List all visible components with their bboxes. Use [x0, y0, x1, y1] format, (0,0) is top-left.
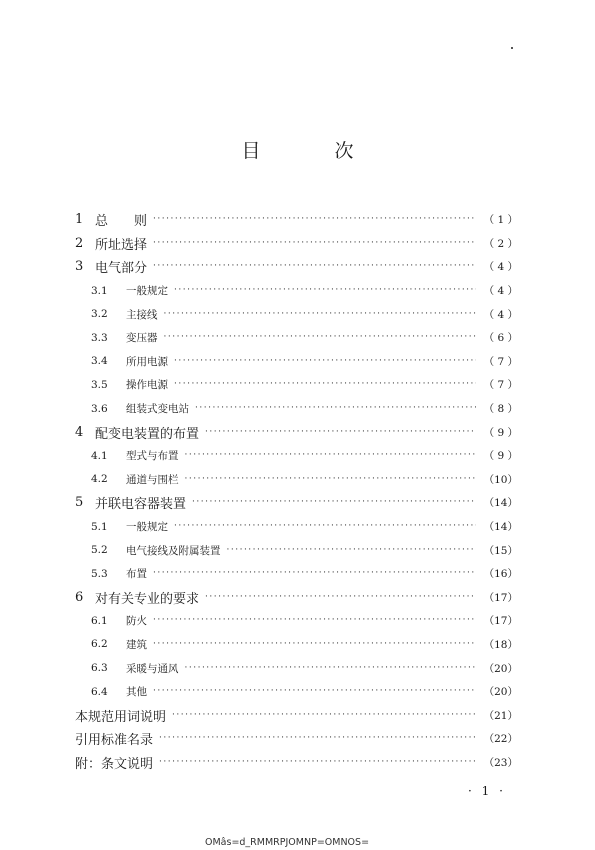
toc-entry-page: （15） — [483, 544, 518, 557]
toc-entry-number: 6.1 — [91, 614, 108, 627]
toc-entry-label: 电气部分 — [95, 261, 148, 277]
toc-entry-label: 通道与围栏 — [126, 473, 179, 486]
toc-entry[interactable] — [75, 326, 518, 350]
toc-entry[interactable] — [75, 586, 518, 610]
toc-entry-number: 3.6 — [91, 402, 108, 415]
dot-leader — [195, 397, 476, 420]
toc-entry-number: 6.2 — [91, 638, 108, 651]
toc-entry-number: 4 — [75, 424, 84, 440]
toc-entry[interactable] — [75, 491, 518, 515]
dot-leader — [174, 350, 476, 373]
toc-entry-page: （ 6 ） — [483, 332, 518, 345]
toc-entry-label: 对有关专业的要求 — [95, 591, 200, 607]
toc-entry[interactable] — [75, 373, 518, 397]
toc-entry-page: （20） — [483, 686, 518, 699]
toc-entry-number: 5.1 — [91, 520, 108, 533]
toc-entry[interactable] — [75, 609, 518, 633]
toc-entry-page: （10） — [483, 473, 518, 486]
dot-leader — [153, 232, 476, 255]
toc-entry[interactable] — [75, 515, 518, 539]
toc-entry-page: （17） — [483, 591, 518, 604]
toc-entry[interactable] — [75, 751, 518, 775]
dot-leader — [164, 303, 477, 326]
toc-entry-label: 总 则 — [95, 214, 148, 230]
dot-leader — [153, 633, 476, 656]
dot-leader — [164, 326, 477, 349]
toc-entry-page: （16） — [483, 568, 518, 581]
toc-entry-page: （ 4 ） — [483, 285, 518, 298]
toc-entry-page: （21） — [483, 709, 518, 722]
toc-entry[interactable] — [75, 279, 518, 303]
dot-leader — [185, 468, 477, 491]
toc-entry[interactable] — [75, 350, 518, 374]
toc-entry-label: 防火 — [126, 615, 147, 628]
toc-entry[interactable] — [75, 232, 518, 256]
toc-entry-page: （ 2 ） — [483, 237, 518, 250]
dot-leader — [153, 255, 476, 278]
toc-entry-page: （18） — [483, 638, 518, 651]
toc-entry[interactable] — [75, 656, 518, 680]
toc-entry-page: （ 4 ） — [483, 308, 518, 321]
dot-leader — [192, 491, 476, 514]
dot-leader — [159, 751, 476, 774]
toc-entry-label: 所址选择 — [95, 237, 148, 253]
toc-entry-number: 5.3 — [91, 567, 108, 580]
toc-entry-page: （20） — [483, 662, 518, 675]
toc-entry-page: （ 8 ） — [483, 403, 518, 416]
dot-leader — [174, 373, 476, 396]
dot-leader — [185, 657, 477, 680]
toc-entry[interactable] — [75, 727, 518, 751]
toc-entry[interactable] — [75, 444, 518, 468]
toc-entry-number: 5.2 — [91, 544, 108, 557]
toc-entry-label: 电气接线及附属装置 — [126, 544, 221, 557]
toc-entry[interactable] — [75, 703, 518, 727]
dot-leader — [227, 539, 477, 562]
toc-entry-page: （23） — [483, 756, 518, 769]
toc-entry-page: （ 4 ） — [483, 261, 518, 274]
toc-entry-page: （ 7 ） — [483, 355, 518, 368]
toc-entry-page: （ 7 ） — [483, 379, 518, 392]
toc-entry-number: 3.1 — [91, 284, 108, 297]
toc-entry[interactable] — [75, 397, 518, 421]
toc-entry-number: 3.4 — [91, 355, 108, 368]
toc-entry[interactable] — [75, 538, 518, 562]
toc-entry-label: 一般规定 — [126, 285, 168, 298]
page-title: 目 次 — [241, 140, 388, 162]
toc-entry[interactable] — [75, 208, 518, 232]
dot-leader — [185, 444, 477, 467]
toc-entry[interactable] — [75, 633, 518, 657]
toc-entry-page: （14） — [483, 497, 518, 510]
dot-leader — [153, 562, 476, 585]
toc-entry[interactable] — [75, 562, 518, 586]
scan-speck — [511, 47, 513, 49]
dot-leader — [174, 515, 476, 538]
dot-leader — [205, 421, 476, 444]
toc-entry[interactable] — [75, 302, 518, 326]
footer-code: OMâs=d_RMMRPJOMNP=OMNOS= — [205, 837, 370, 848]
toc-entry-number: 3.2 — [91, 308, 108, 321]
toc-entry-label: 布置 — [126, 568, 147, 581]
toc-entry-label: 并联电容器装置 — [95, 497, 187, 513]
toc-entry-number: 4.1 — [91, 449, 108, 462]
toc-entry-label: 变压器 — [126, 332, 158, 345]
dot-leader — [153, 609, 476, 632]
dot-leader — [172, 704, 476, 727]
dot-leader — [174, 279, 476, 302]
toc-entry-label: 其他 — [126, 686, 147, 699]
toc-entry-label: 一般规定 — [126, 521, 168, 534]
toc-entry[interactable] — [75, 420, 518, 444]
toc-entry[interactable] — [75, 255, 518, 279]
toc-entry-label: 附：条文说明 — [75, 756, 154, 772]
toc-entry-label: 所用电源 — [126, 355, 168, 368]
toc-entry-number: 6.3 — [91, 662, 108, 675]
toc-entry-label: 型式与布置 — [126, 450, 179, 463]
toc-entry-number: 2 — [75, 235, 84, 251]
table-of-contents — [75, 208, 518, 774]
toc-entry[interactable] — [75, 680, 518, 704]
toc-entry-label: 建筑 — [126, 638, 147, 651]
toc-entry-label: 主接线 — [126, 308, 158, 321]
dot-leader — [159, 727, 476, 750]
toc-entry-number: 4.2 — [91, 473, 108, 486]
toc-entry-page: （22） — [483, 733, 518, 746]
toc-entry-page: （ 9 ） — [483, 450, 518, 463]
toc-entry-label: 组装式变电站 — [126, 403, 189, 416]
toc-entry-number: 3.3 — [91, 331, 108, 344]
dot-leader — [205, 586, 476, 609]
toc-entry-number: 6 — [75, 589, 84, 605]
toc-entry-number: 6.4 — [91, 685, 108, 698]
toc-entry-page: （17） — [483, 615, 518, 628]
toc-entry-page: （ 9 ） — [483, 426, 518, 439]
toc-entry-label: 配变电装置的布置 — [95, 426, 200, 442]
dot-leader — [153, 208, 476, 231]
dot-leader — [153, 680, 476, 703]
toc-entry-label: 操作电源 — [126, 379, 168, 392]
toc-entry-label: 引用标准名录 — [75, 733, 154, 749]
toc-entry-label: 采暖与通风 — [126, 662, 179, 675]
page-number: · 1 · — [468, 784, 506, 798]
toc-entry-number: 3.5 — [91, 378, 108, 391]
toc-entry-page: （14） — [483, 521, 518, 534]
toc-entry-number: 1 — [75, 212, 84, 228]
toc-entry-label: 本规范用词说明 — [75, 709, 167, 725]
toc-entry[interactable] — [75, 468, 518, 492]
toc-entry-page: （ 1 ） — [483, 214, 518, 227]
toc-entry-number: 3 — [75, 259, 84, 275]
toc-entry-number: 5 — [75, 495, 84, 511]
